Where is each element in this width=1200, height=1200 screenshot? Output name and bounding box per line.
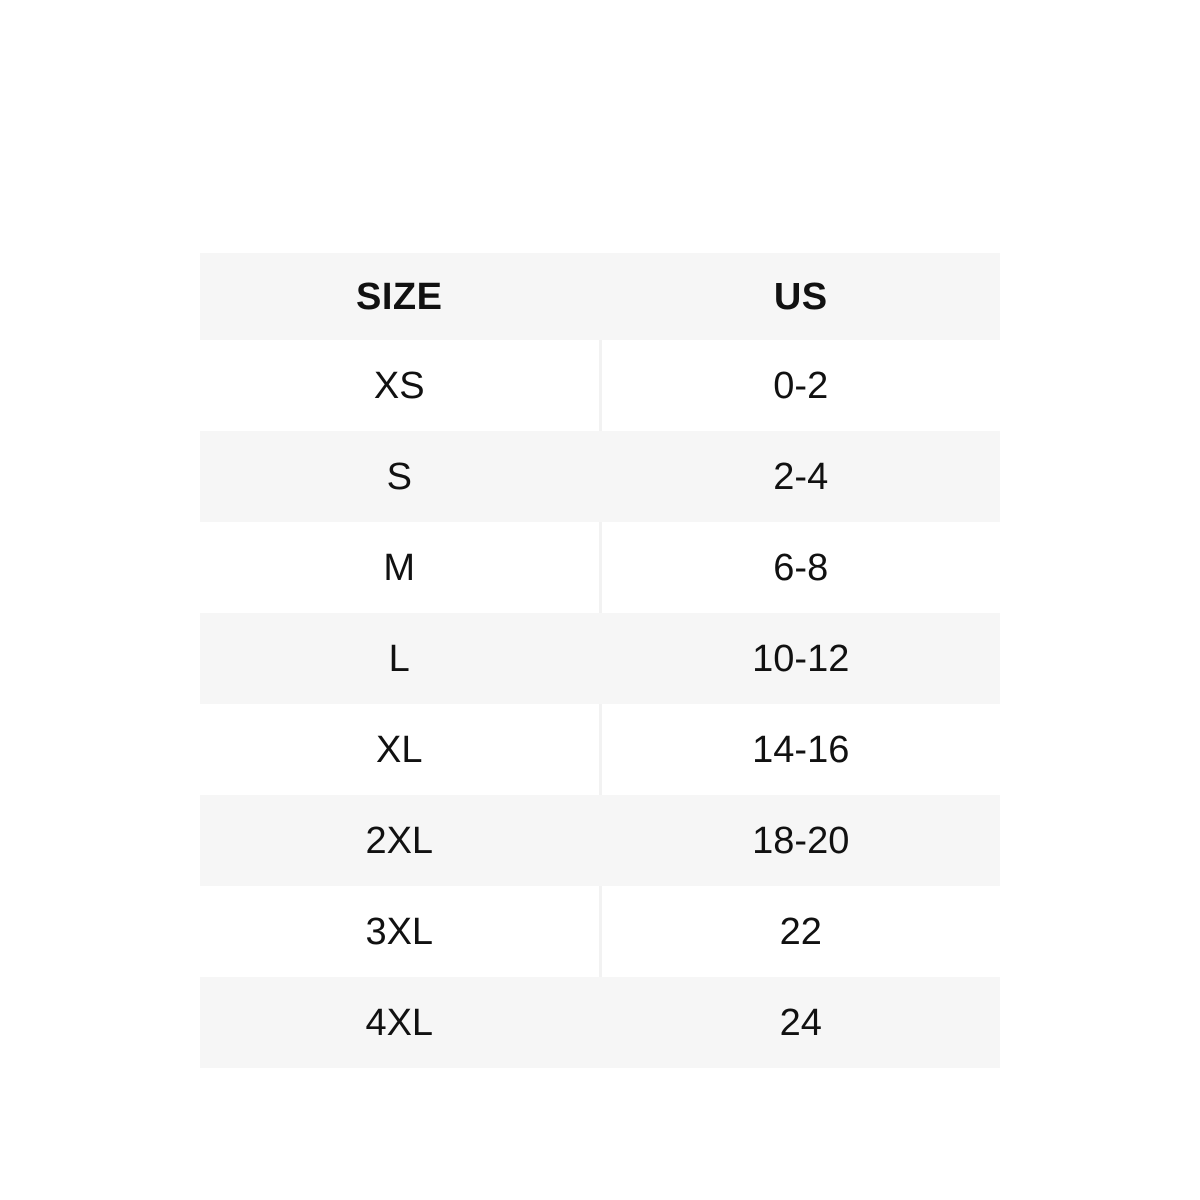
us-cell: 6-8 — [773, 546, 829, 589]
table-row — [200, 886, 1000, 977]
us-cell: 14-16 — [752, 728, 850, 771]
table-row — [200, 795, 1000, 886]
size-column-header: SIZE — [200, 253, 602, 340]
us-cell: 22 — [779, 910, 822, 953]
size-cell: XS — [200, 340, 602, 431]
table-row — [200, 704, 1000, 795]
size-cell: XL — [200, 704, 602, 795]
size-cell: M — [200, 522, 602, 613]
table-row — [200, 613, 1000, 704]
size-cell: 3XL — [200, 886, 602, 977]
table-header-row — [200, 253, 1000, 340]
us-cell: 18-20 — [752, 819, 850, 862]
size-chart-table — [200, 253, 1000, 1068]
table-row — [200, 522, 1000, 613]
size-cell: 2XL — [200, 795, 602, 886]
table-row — [200, 977, 1000, 1068]
size-cell: 4XL — [200, 977, 602, 1068]
table-row — [200, 431, 1000, 522]
us-cell: 2-4 — [773, 455, 829, 498]
size-cell: S — [200, 431, 602, 522]
us-cell: 24 — [779, 1001, 822, 1044]
table-row — [200, 340, 1000, 431]
size-cell: L — [200, 613, 602, 704]
us-cell: 0-2 — [773, 364, 829, 407]
us-column-header: US — [773, 275, 828, 318]
us-cell: 10-12 — [752, 637, 850, 680]
